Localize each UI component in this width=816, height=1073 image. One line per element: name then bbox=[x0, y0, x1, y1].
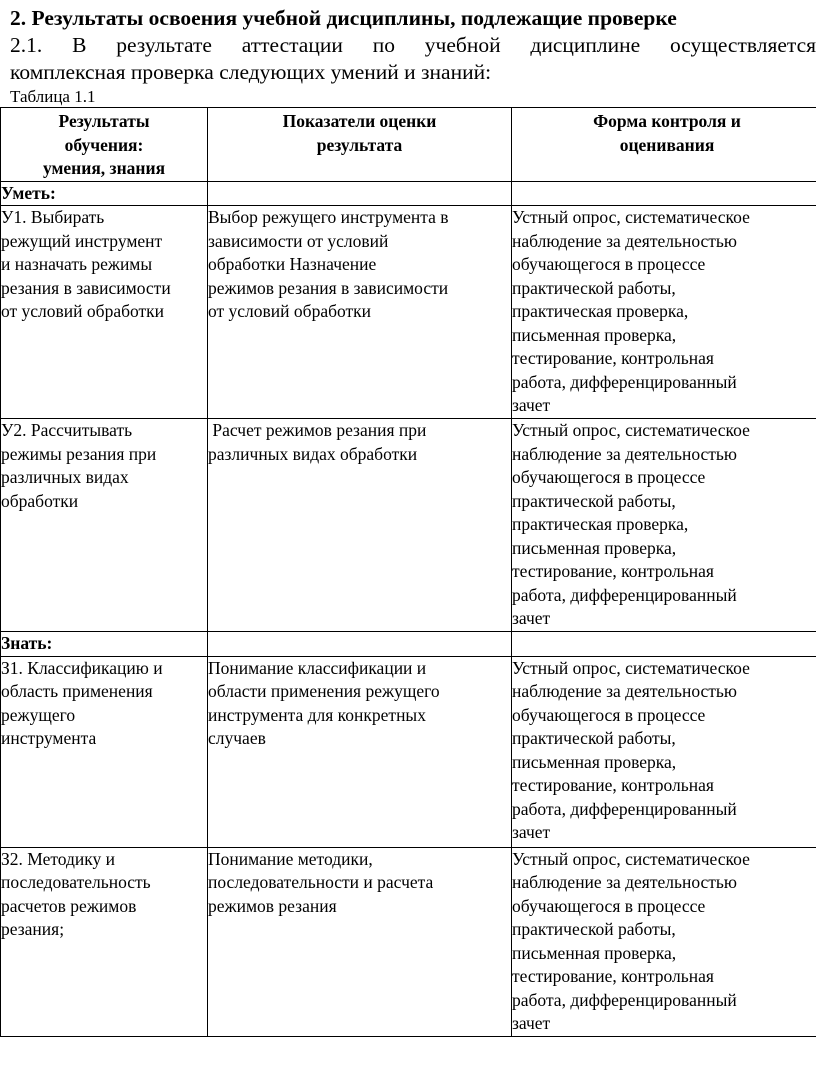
result-cell: У2. Рассчитывать режимы резания при различных видах обработки bbox=[1, 419, 208, 632]
group-label-knowledge: Знать: bbox=[1, 632, 208, 657]
control-form-cell: Устный опрос, систематическое наблюдение за деятельностью обучающегося в процессе практической работы, письменная проверка, тестирование, контрольная работа, дифференцированный зачет bbox=[512, 847, 816, 1036]
table-row bbox=[1, 419, 816, 632]
control-form-cell: Устный опрос, систематическое наблюдение за деятельностью обучающегося в процессе практической работы, практическая проверка, письменная проверка, тестирование, контрольная работа, дифференцированный зачет bbox=[512, 206, 816, 419]
intro-paragraph bbox=[10, 32, 816, 86]
section-heading: 2. Результаты освоения учебной дисциплины, подлежащие проверке bbox=[10, 6, 677, 30]
table-row bbox=[1, 656, 816, 847]
table-caption: Таблица 1.1 bbox=[10, 87, 96, 106]
indicator-cell: Выбор режущего инструмента в зависимости от условий обработки Назначение режимов резания в зависимости от условий обработки bbox=[208, 206, 512, 419]
results-table bbox=[0, 107, 816, 1037]
indicator-cell: Понимание методики, последовательности и расчета режимов резания bbox=[208, 847, 512, 1036]
result-cell: З2. Методику и последовательность расчетов режимов резания; bbox=[1, 847, 208, 1036]
control-form-cell: Устный опрос, систематическое наблюдение за деятельностью обучающегося в процессе практической работы, практическая проверка, письменная проверка, тестирование, контрольная работа, дифференцированный зачет bbox=[512, 419, 816, 632]
intro-line-1: 2.1. В результате аттестации по учебной дисциплине осуществляется bbox=[10, 33, 816, 57]
result-cell: У1. Выбирать режущий инструмент и назначать режимы резания в зависимости от условий обработки bbox=[1, 206, 208, 419]
header-results: Результаты обучения: умения, знания bbox=[1, 108, 208, 182]
header-control-form: Форма контроля и оценивания bbox=[512, 108, 816, 182]
table-row bbox=[1, 206, 816, 419]
group-row-skills bbox=[1, 181, 816, 206]
table-row bbox=[1, 847, 816, 1036]
control-form-cell: Устный опрос, систематическое наблюдение за деятельностью обучающегося в процессе практической работы, письменная проверка, тестирование, контрольная работа, дифференцированный зачет bbox=[512, 656, 816, 847]
table-header-row bbox=[1, 108, 816, 182]
header-indicators: Показатели оценки результата bbox=[208, 108, 512, 182]
indicator-cell: Расчет режимов резания при различных видах обработки bbox=[208, 419, 512, 632]
group-label-skills: Уметь: bbox=[1, 181, 208, 206]
indicator-cell: Понимание классификации и области применения режущего инструмента для конкретных случаев bbox=[208, 656, 512, 847]
document-page bbox=[10, 0, 816, 107]
result-cell: З1. Классификацию и область применения режущего инструмента bbox=[1, 656, 208, 847]
intro-line-2: комплексная проверка следующих умений и знаний: bbox=[10, 60, 492, 84]
group-row-knowledge bbox=[1, 632, 816, 657]
